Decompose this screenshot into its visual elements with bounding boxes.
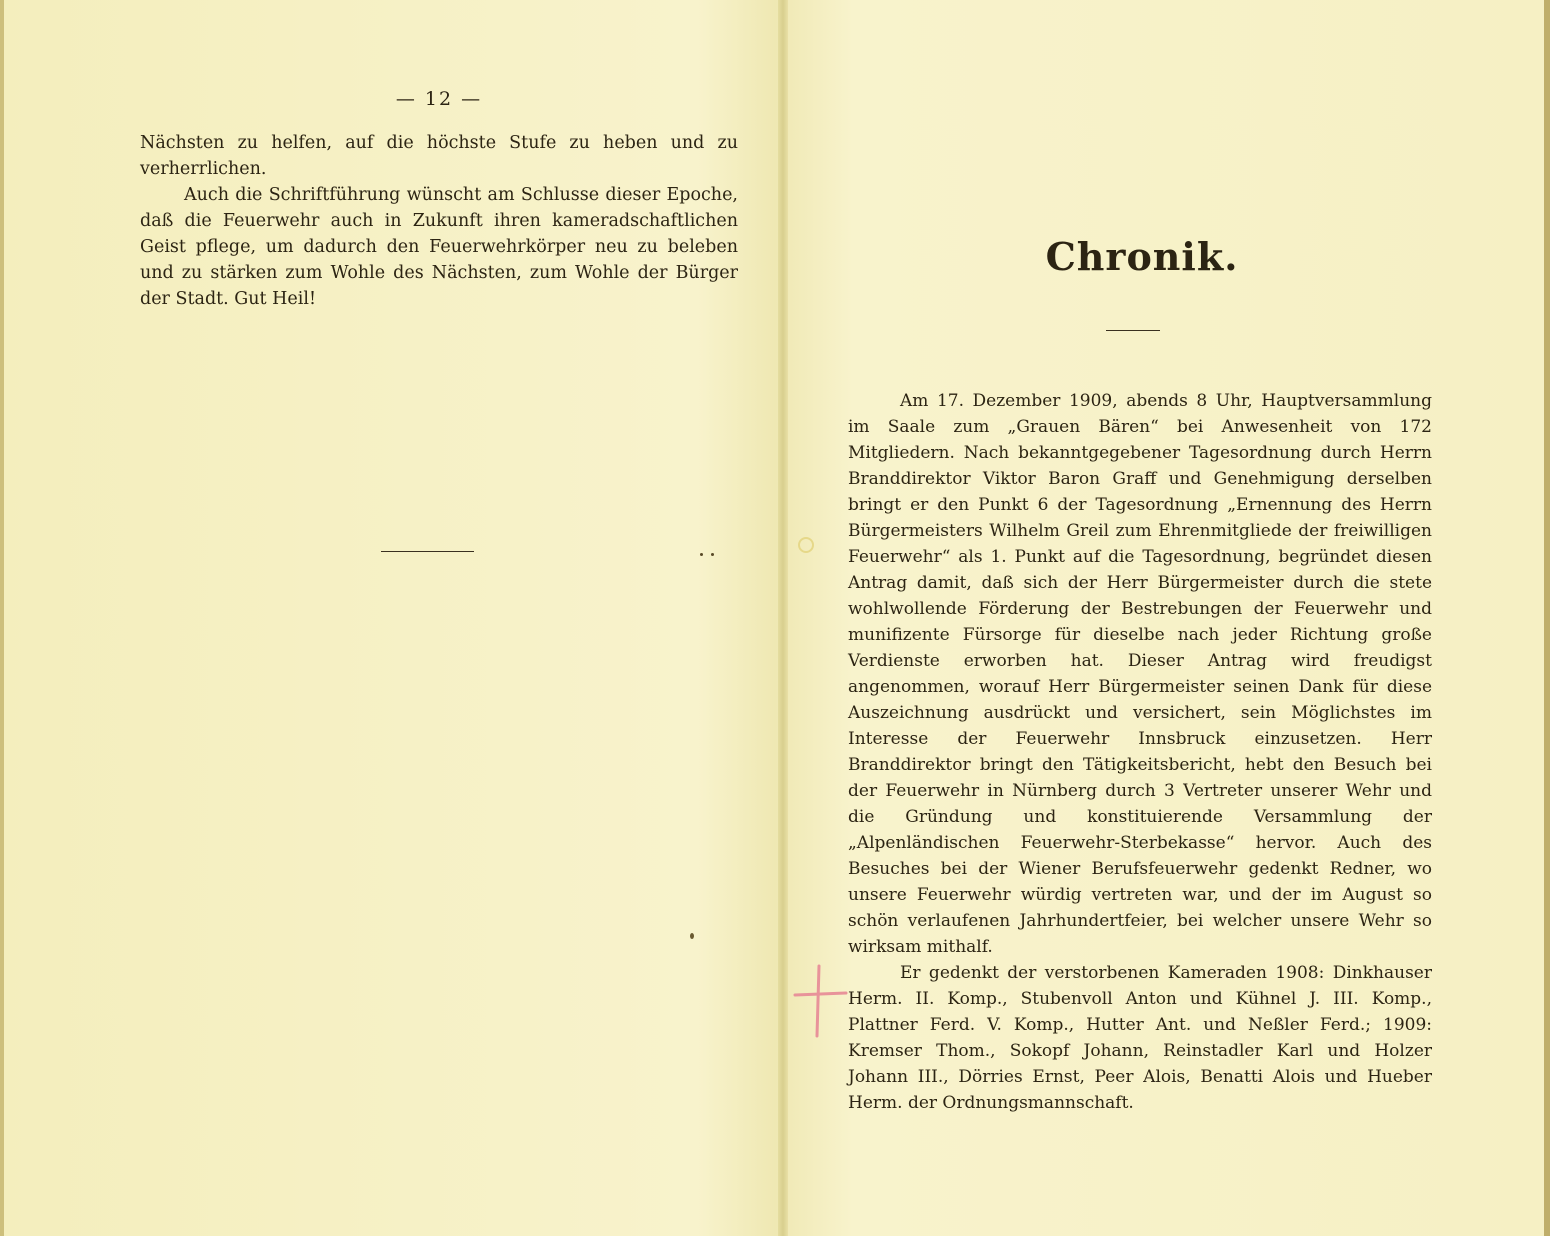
left-paragraph-1: Nächsten zu helfen, auf die höchste Stufe zu heben und zu verherrlichen. (140, 133, 738, 179)
paper-speck (711, 553, 714, 556)
page-number: — 12 — (395, 88, 483, 110)
right-page-text (848, 388, 1432, 1116)
paper-speck (700, 553, 703, 556)
paper-speck (690, 933, 694, 939)
title-rule (1106, 330, 1160, 331)
right-paragraph-2: Er gedenkt der verstorbenen Kameraden 1908: Dinkhauser Herm. II. Komp., Stubenvoll Anton und Kühnel J. III. Komp., Plattner Ferd. V. Komp., Hutter Ant. und Neßler Ferd.; 1909: Kremser Thom., Sokopf Johann, Reinstadler Karl und Holzer Johann III., Dörries Ernst, Peer Alois, Benatti Alois und Hueber Herm. der Ordnungsmannschaft. (848, 963, 1432, 1113)
chapter-title: Chronik. (1045, 234, 1239, 279)
end-rule (381, 551, 474, 552)
paper-speck (798, 537, 814, 553)
left-page-text (140, 130, 738, 312)
right-page-edge (1544, 0, 1550, 1236)
right-paragraph-1: Am 17. Dezember 1909, abends 8 Uhr, Hauptversammlung im Saale zum „Grauen Bären“ bei Anwesenheit von 172 Mitgliedern. Nach bekanntgegebener Tagesordnung durch Herrn Branddirektor Viktor Baron Graff und Genehmigung derselben bringt er den Punkt 6 der Tagesordnung „Ernennung des Herrn Bürgermeisters Wilhelm Greil zum Ehrenmitgliede der freiwilligen Feuerwehr“ als 1. Punkt auf die Tagesordnung, begründet diesen Antrag damit, daß sich der Herr Bürgermeister durch die stete wohlwollende Förderung der Bestrebungen der Feuerwehr und munifizente Fürsorge für dieselbe nach jeder Richtung große Verdienste erworben hat. Dieser Antrag wird freudigst angenommen, worauf Herr Bürgermeister seinen Dank für diese Auszeichnung ausdrückt und versichert, sein Möglichstes im Interesse der Feuerwehr Innsbruck einzusetzen. Herr Branddirektor bringt den Tätigkeitsbericht, hebt den Besuch bei der Feuerwehr in Nürnberg durch 3 Vertreter unserer Wehr und die Gründung und konstituierende Versammlung der „Alpenländischen Feuerwehr-Sterbekasse“ hervor. Auch des Besuches bei der Wiener Berufsfeuerwehr gedenkt Redner, wo unsere Feuerwehr würdig vertreten war, und der im August so schön verlaufenen Jahrhundertfeier, bei welcher unsere Wehr so wirksam mithalf. (848, 391, 1432, 957)
left-paragraph-2: Auch die Schriftführung wünscht am Schlusse dieser Epoche, daß die Feuerwehr auch in Zukunft ihren kameradschaftlichen Geist pflege, um dadurch den Feuerwehrkörper neu zu beleben und zu stärken zum Wohle des Nächsten, zum Wohle der Bürger der Stadt. Gut Heil! (140, 185, 738, 309)
pencil-cross-mark (792, 962, 848, 1038)
